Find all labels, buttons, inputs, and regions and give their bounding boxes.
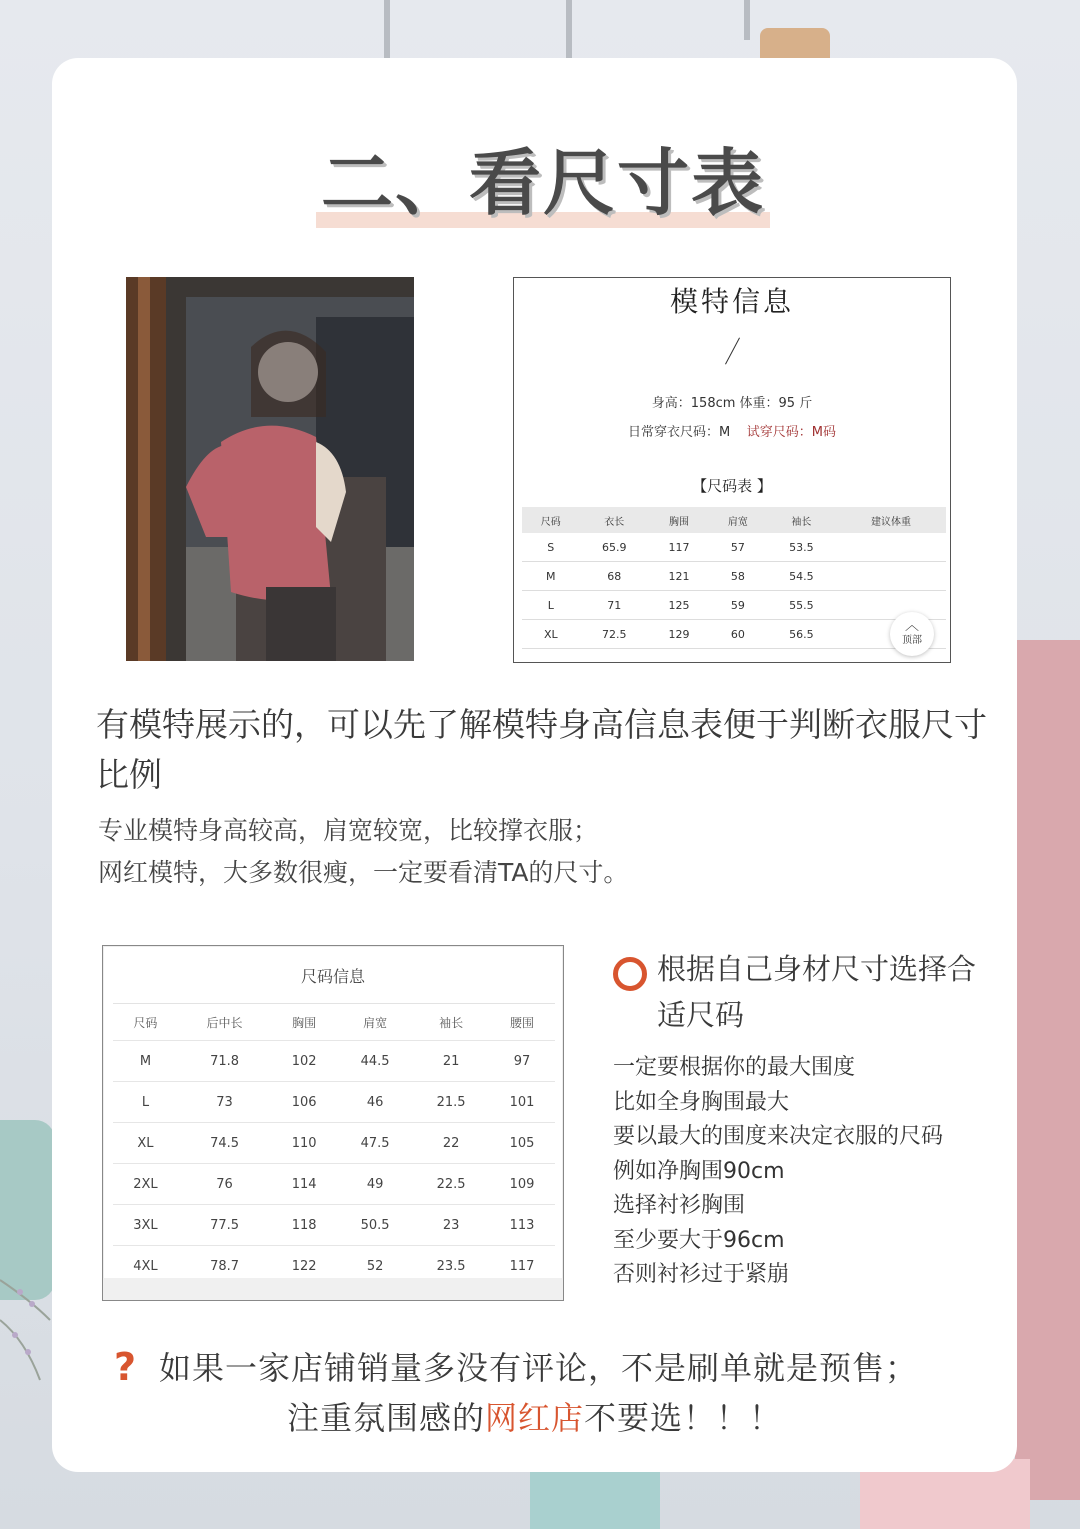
table-cell: 21.5 xyxy=(413,1082,489,1123)
table-cell: 117 xyxy=(649,533,709,562)
hanger-rod xyxy=(384,0,390,58)
table-cell: 72.5 xyxy=(580,620,649,649)
tip-line: 比如全身胸围最大 xyxy=(613,1089,790,1115)
hanger-rod xyxy=(744,0,750,40)
table-cell: L xyxy=(522,591,580,620)
table-cell: 54.5 xyxy=(767,562,836,591)
table-row xyxy=(113,1164,555,1205)
table-cell: 101 xyxy=(489,1082,555,1123)
tip-line: 否则衬衫过于紧崩 xyxy=(613,1262,790,1287)
tip-line: 一定要根据你的最大围度 xyxy=(613,1055,856,1080)
table-cell: 57 xyxy=(709,533,767,562)
column-header: 胸围 xyxy=(649,507,709,533)
table-cell: 78.7 xyxy=(178,1246,271,1287)
tip-line: 选择衬衫胸围 xyxy=(613,1193,746,1218)
table-cell: L xyxy=(113,1082,178,1123)
back-to-top-button[interactable] xyxy=(890,612,934,656)
table-cell: 121 xyxy=(649,562,709,591)
table-cell: 44.5 xyxy=(337,1041,413,1082)
table-cell: 60 xyxy=(709,620,767,649)
table-cell: 2XL xyxy=(113,1164,178,1205)
table-cell: 110 xyxy=(271,1123,337,1164)
table-cell xyxy=(836,533,946,562)
column-header: 后中长 xyxy=(178,1004,271,1041)
model-photo xyxy=(126,277,414,661)
table-row xyxy=(522,562,946,591)
table-cell: 65.9 xyxy=(580,533,649,562)
column-header: 尺码 xyxy=(522,507,580,533)
plant-decoration xyxy=(0,1260,55,1390)
warning-text: 注重氛围感的 xyxy=(286,1399,485,1437)
table-cell: 97 xyxy=(489,1041,555,1082)
table-row xyxy=(113,1041,555,1082)
table-cell: 23.5 xyxy=(413,1246,489,1287)
model-info-title: 模特信息 xyxy=(669,285,794,318)
table-cell: 117 xyxy=(489,1246,555,1287)
tip-line: 例如净胸围90cm xyxy=(613,1158,785,1184)
table-cell: 109 xyxy=(489,1164,555,1205)
model-info-panel xyxy=(513,277,951,663)
tip-body xyxy=(613,1051,1003,1293)
table-cell: 58 xyxy=(709,562,767,591)
table-cell: 77.5 xyxy=(178,1205,271,1246)
warning-text: 不要选！！！ xyxy=(584,1399,783,1437)
table-cell: 4XL xyxy=(113,1246,178,1287)
table-row xyxy=(113,1205,555,1246)
column-header: 袖长 xyxy=(413,1004,489,1041)
title-block xyxy=(316,138,770,228)
table-cell: M xyxy=(113,1041,178,1082)
sub-paragraph-line: 专业模特身高较高，肩宽较宽，比较撑衣服； xyxy=(98,816,599,845)
table-cell: 122 xyxy=(271,1246,337,1287)
chevron-up-icon: ︿ xyxy=(905,618,919,634)
table-row xyxy=(522,620,946,649)
column-header: 尺码 xyxy=(113,1004,178,1041)
table-cell: 76 xyxy=(178,1164,271,1205)
table-cell: 47.5 xyxy=(337,1123,413,1164)
table-row xyxy=(522,591,946,620)
warning-line: 如果一家店铺销量多没有评论，不是刷单就是预售； xyxy=(159,1349,919,1387)
table-cell xyxy=(836,591,946,620)
highlighted-text: 网红店 xyxy=(484,1399,584,1437)
table-cell: XL xyxy=(113,1123,178,1164)
size-info-title: 尺码信息 xyxy=(300,967,365,986)
tip-heading: 根据自己身材尺寸选择合适尺码 xyxy=(657,952,977,1032)
warning-line xyxy=(52,1394,1017,1442)
size-info-line xyxy=(514,421,950,440)
table-cell: 106 xyxy=(271,1082,337,1123)
table-cell: 68 xyxy=(580,562,649,591)
question-mark-icon: ? xyxy=(114,1345,137,1389)
background-garment xyxy=(1015,640,1080,1500)
column-header: 袖长 xyxy=(767,507,836,533)
page-title: 二、看尺寸表 xyxy=(320,141,765,225)
panel-footer xyxy=(103,1278,563,1300)
table-cell: 114 xyxy=(271,1164,337,1205)
column-header: 肩宽 xyxy=(709,507,767,533)
height-weight-text: 身高：158cm 体重：95 斤 xyxy=(651,396,813,411)
sub-paragraph xyxy=(98,810,998,894)
table-cell: 50.5 xyxy=(337,1205,413,1246)
column-header: 建议体重 xyxy=(836,507,946,533)
table-cell xyxy=(836,562,946,591)
circle-bullet-icon xyxy=(613,957,647,991)
table-cell: 59 xyxy=(709,591,767,620)
column-header: 胸围 xyxy=(271,1004,337,1041)
table-cell: 71 xyxy=(580,591,649,620)
table-cell: XL xyxy=(522,620,580,649)
table-cell: 105 xyxy=(489,1123,555,1164)
column-header: 腰围 xyxy=(489,1004,555,1041)
table-cell: 125 xyxy=(649,591,709,620)
table-cell: 21 xyxy=(413,1041,489,1082)
table-cell: 71.8 xyxy=(178,1041,271,1082)
try-size-text: 试穿尺码：M码 xyxy=(746,425,836,440)
table-cell: 118 xyxy=(271,1205,337,1246)
daily-size-text: 日常穿衣尺码：M xyxy=(628,425,731,440)
size-info-panel xyxy=(102,945,564,1301)
table-cell: 129 xyxy=(649,620,709,649)
table-cell: S xyxy=(522,533,580,562)
divider-slash xyxy=(725,338,740,365)
table-row xyxy=(113,1123,555,1164)
table-header-row xyxy=(522,507,946,533)
size-table-title: 【尺码表 】 xyxy=(692,477,772,495)
table-cell: 113 xyxy=(489,1205,555,1246)
table-header-row xyxy=(113,1004,555,1041)
back-to-top-label: 顶部 xyxy=(902,635,922,646)
table-cell: 102 xyxy=(271,1041,337,1082)
table-cell: 49 xyxy=(337,1164,413,1205)
tip-line: 至少要大于96cm xyxy=(613,1227,785,1253)
size-info-table xyxy=(113,1003,555,1286)
hanger-rod xyxy=(566,0,572,58)
table-cell: 73 xyxy=(178,1082,271,1123)
table-row xyxy=(522,533,946,562)
table-cell: 23 xyxy=(413,1205,489,1246)
table-cell: M xyxy=(522,562,580,591)
table-cell: 52 xyxy=(337,1246,413,1287)
table-cell: 46 xyxy=(337,1082,413,1123)
table-cell: 56.5 xyxy=(767,620,836,649)
column-header: 衣长 xyxy=(580,507,649,533)
table-row xyxy=(113,1082,555,1123)
table-cell: 3XL xyxy=(113,1205,178,1246)
table-cell: 22.5 xyxy=(413,1164,489,1205)
column-header: 肩宽 xyxy=(337,1004,413,1041)
sub-paragraph-line: 网红模特，大多数很瘦，一定要看清TA的尺寸。 xyxy=(98,858,629,887)
content-card xyxy=(52,58,1017,1472)
table-cell: 22 xyxy=(413,1123,489,1164)
tip-line: 要以最大的围度来决定衣服的尺码 xyxy=(613,1124,944,1149)
main-paragraph: 有模特展示的，可以先了解模特身高信息表便于判断衣服尺寸比例 xyxy=(96,705,987,794)
model-size-table xyxy=(522,507,946,649)
table-cell: 55.5 xyxy=(767,591,836,620)
table-cell: 53.5 xyxy=(767,533,836,562)
table-cell: 74.5 xyxy=(178,1123,271,1164)
